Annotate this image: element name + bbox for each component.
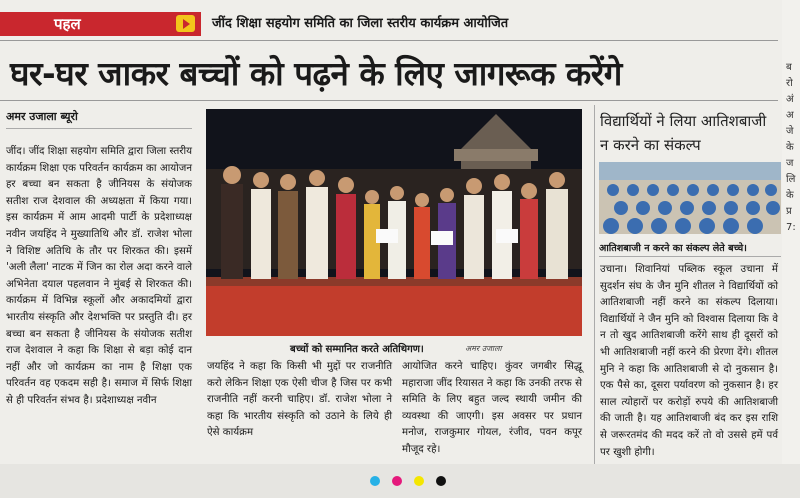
photo-caption: बच्चों को सम्मानित करते अतिथिगण। [290, 344, 424, 355]
cyan-registration-dot [370, 476, 380, 486]
adjacent-column-text: ब रो अं अ जे के ज लि के प्र 7: [786, 62, 796, 233]
divider [6, 128, 192, 129]
article-column-3: आयोजित करने चाहिए। कुंवर जगबीर सिद्धू महाराजा जींद रियासत ने कहा कि उनकी तरफ से समिति के लिए बहुत जल्द स्थायी जमीन की व्यवस्था की जाएगी। इस अवसर पर प्रधान मनोज, राजकुमार गोयल, रंजीव, पवन कपूर मौजूद रहे। [402, 361, 582, 455]
students-photo [599, 162, 781, 234]
side-story-headline: विद्यार्थियों ने लिया आतिशबाजी न करने का संकल्प [600, 112, 767, 154]
yellow-registration-dot [414, 476, 424, 486]
divider [0, 40, 778, 41]
divider [599, 256, 781, 257]
side-story-body: उचाना। शिवानियां पब्लिक स्कूल उचाना में सुदर्शन संघ के जैन मुनि शीतल ने विद्यार्थियों को आतिशबाजी नहीं करने का संकल्प दिलाया। विद्यार्थियों ने जैन मुनि को विश्वास दिलाया कि वे न तो खुद आतिशबाजी करेंगे साथ ही दूसरों को भी आतिशबाजी नहीं करने की प्रेरणा देंगे। शीतल मुनि ने कहा कि आतिशबाजी से दो नुकसान है। एक पैसे का, दूसरा पर्यावरण को नुकसान है। हर साल त्योहारों पर करोड़ों रुपये की आतिशबाजी की जाती है। यह आतिशबाजी बंद कर इस राशि से जरूरतमंद की मदद करें तो वो उससे हमें पर्व पर खुशी होगी। [600, 264, 778, 458]
kicker-line: जींद शिक्षा सहयोग समिति का जिला स्तरीय कार्यक्रम आयोजित [212, 16, 509, 31]
article-column-1: जींद। जींद शिक्षा सहयोग समिति द्वारा जिला स्तरीय कार्यक्रम शिक्षा एक परिवर्तन कार्यक्रम का आयोजन हर बच्चा बन सकता है जीनियस के संयोजक सतीश राज देशवाल की अध्यक्षता में किया गया। इस कार्यक्रम में आम आदमी पार्टी के प्रदेशाध्यक्ष नवीन जयहिंद ने मुख्यातिथि और डॉ. राजेश भोला ने विशिष्ट अतिथि के तौर पर शिरकत की। इसमें 'अली लैला' नाटक में जिन का रोल अदा करने वाले अभिनेता दयाल पहलवान ने मुंबई से शिरकत की। कार्यक्रम में विभिन्न स्कूलों और अकादमियों द्वारा भारतीय संस्कृति और देशभक्ति पर प्रस्तुति दी। हर बच्चा बन सकता है जीनियस के संयोजक सतीश राज देशवाल ने कहा कि शिक्षा से बड़ा कोई दान नहीं और जो कार्यक्रम का नाम है शिक्षा एक परिवर्तन वह एकदम सही है। समाज में सिर्फ शिक्षा से ही परिवर्तन संभव है। प्रदेशाध्यक्ष नवीन [6, 146, 192, 406]
divider [0, 100, 778, 101]
magenta-registration-dot [392, 476, 402, 486]
photo-credit: अमर उजाला [465, 344, 502, 353]
section-tag: पहल [54, 15, 81, 33]
byline: अमर उजाला ब्यूरो [6, 110, 78, 123]
section-tag-bar [0, 12, 201, 36]
headline: घर-घर जाकर बच्चों को पढ़ने के लिए जागरूक करेंगे [10, 54, 622, 93]
students-photo-illustration [599, 162, 781, 234]
black-registration-dot [436, 476, 446, 486]
side-photo-caption: आतिशबाजी न करने का संकल्प लेते बच्चे। [599, 243, 747, 254]
column-divider [594, 105, 595, 465]
article-column-2: जयहिंद ने कहा कि किसी भी मुद्दों पर राजनीति करो लेकिन शिक्षा एक ऐसी चीज है जिस पर कभी राजनीति नहीं करनी चाहिए। डॉ. राजेश भोला ने कहा कि भारतीय संस्कृति को उठाने के लिये ही ऐसे कार्यक्रम [207, 361, 392, 439]
event-photo-illustration [206, 109, 582, 336]
play-icon [176, 15, 195, 32]
event-photo [206, 109, 582, 336]
